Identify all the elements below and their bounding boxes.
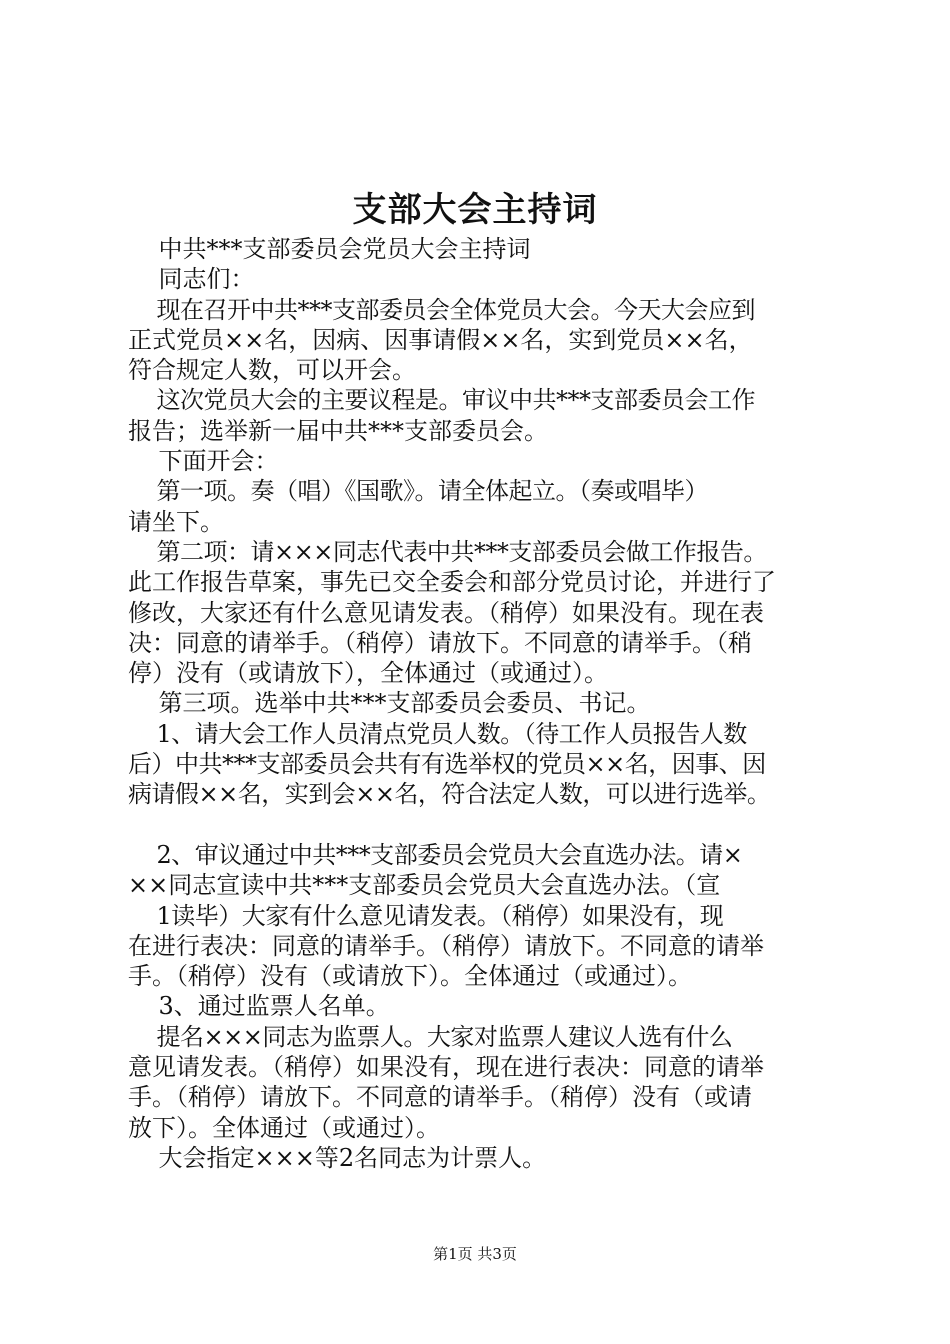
text-line: 符合规定人数，可以开会。 <box>128 356 416 385</box>
text-line: 意见请发表。（稍停）如果没有，现在进行表决：同意的请举 <box>128 1053 764 1082</box>
text-line: 第二项：请×××同志代表中共***支部委员会做工作报告。 <box>128 537 767 566</box>
text-line: 现在召开中共***支部委员会全体党员大会。今天大会应到 <box>128 295 756 324</box>
text-line: ××同志宣读中共***支部委员会党员大会直选办法。（宣 <box>128 871 721 900</box>
text-line: 请坐下。 <box>128 507 224 536</box>
text-line: 大会指定×××等2名同志为计票人。 <box>128 1143 547 1172</box>
paragraph-spacer <box>128 810 828 840</box>
text-line: 放下）。全体通过（或通过）。 <box>128 1113 440 1142</box>
text-line: 这次党员大会的主要议程是。审议中共***支部委员会工作 <box>128 386 756 415</box>
text-line: 1读毕）大家有什么意见请发表。（稍停）如果没有，现 <box>128 901 724 930</box>
text-line: 第一项。奏（唱）《国歌》。请全体起立。（奏或唱毕） <box>128 477 709 506</box>
text-line: 手。（稍停）请放下。不同意的请举手。（稍停）没有（或请 <box>128 1083 752 1112</box>
text-line: 2、审议通过中共***支部委员会党员大会直选办法。请× <box>128 840 743 869</box>
page-footer: 第1页 共3页 <box>433 1245 517 1263</box>
text-line: 提名×××同志为监票人。大家对监票人建议人选有什么 <box>128 1022 733 1051</box>
text-line: 停）没有（或请放下），全体通过（或通过）。 <box>128 659 608 688</box>
text-line: 病请假××名，实到会××名，符合法定人数，可以进行选举。 <box>128 780 771 809</box>
text-line: 在进行表决：同意的请举手。（稍停）请放下。不同意的请举 <box>128 931 764 960</box>
text-line: 手。（稍停）没有（或请放下）。全体通过（或通过）。 <box>128 962 692 991</box>
text-line: 下面开会： <box>128 447 279 476</box>
text-line: 此工作报告草案，事先已交全委会和部分党员讨论，并进行了 <box>128 568 776 597</box>
text-line: 后）中共***支部委员会共有有选举权的党员××名，因事、因 <box>128 750 766 779</box>
text-line: 3、通过监票人名单。 <box>128 992 390 1021</box>
text-line: 正式党员××名，因病、因事请假××名，实到党员××名， <box>128 325 753 354</box>
text-line: 1、请大会工作人员清点党员人数。（待工作人员报告人数 <box>128 719 747 748</box>
text-line: 决：同意的请举手。（稍停）请放下。不同意的请举手。（稍 <box>128 628 752 657</box>
text-line: 同志们： <box>128 265 255 294</box>
document-title: 支部大会主持词 <box>352 190 598 230</box>
text-line: 中共***支部委员会党员大会主持词 <box>128 235 531 263</box>
document-body <box>128 234 828 1173</box>
text-line: 第三项。选举中共***支部委员会委员、书记。 <box>128 689 651 718</box>
text-line: 修改，大家还有什么意见请发表。（稍停）如果没有。现在表 <box>128 598 764 627</box>
text-line: 报告；选举新一届中共***支部委员会。 <box>128 416 548 445</box>
